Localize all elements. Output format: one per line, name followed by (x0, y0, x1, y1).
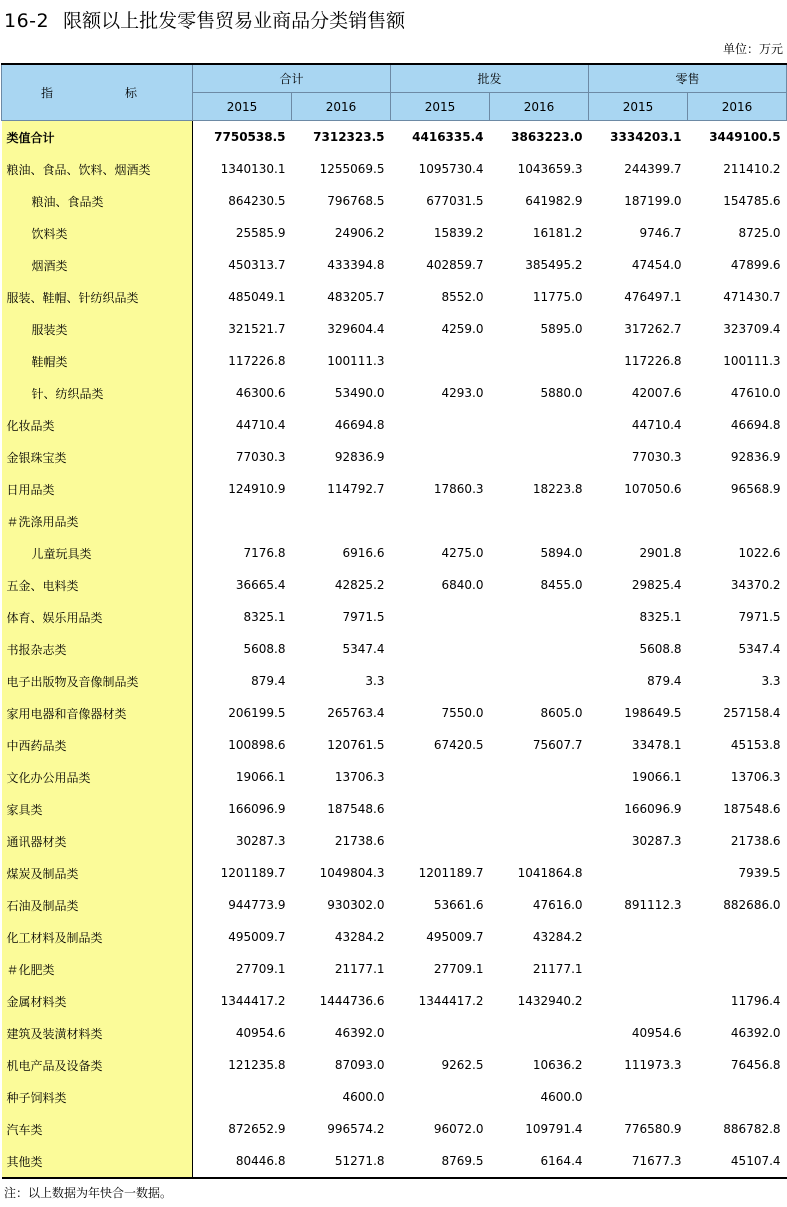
value-cell: 18223.8 (532, 482, 583, 496)
value-cell (391, 761, 490, 793)
value-cell: 5608.8 (639, 642, 682, 656)
row-label: 种子饲料类 (2, 1081, 193, 1113)
table-row (2, 409, 787, 441)
value-cell: 46392.0 (334, 1026, 385, 1040)
row-label: 化妆品类 (2, 409, 193, 441)
row-label: 儿童玩具类 (2, 537, 193, 569)
value-cell: 77030.3 (235, 450, 286, 464)
table-row (2, 1145, 787, 1178)
value-cell: 5880.0 (540, 386, 583, 400)
value-cell: 53490.0 (334, 386, 385, 400)
value-cell: 51271.8 (292, 1145, 391, 1178)
year-header: 2016 (688, 93, 787, 121)
value-cell (589, 1081, 688, 1113)
value-cell: 2901.8 (639, 546, 682, 560)
value-cell: 67420.5 (433, 738, 484, 752)
value-cell: 21177.1 (334, 962, 385, 976)
value-cell: 1432940.2 (517, 994, 583, 1008)
value-cell: 206199.5 (228, 706, 286, 720)
value-cell: 30287.3 (631, 834, 682, 848)
value-cell (490, 633, 589, 665)
value-cell: 329604.4 (327, 322, 385, 336)
row-label: 机电产品及设备类 (2, 1049, 193, 1081)
value-cell (391, 441, 490, 473)
table-row (2, 889, 787, 921)
value-cell: 211410.2 (723, 162, 781, 176)
value-cell (490, 601, 589, 633)
value-cell: 433394.8 (327, 258, 385, 272)
row-label: 金属材料类 (2, 985, 193, 1017)
unit-label: 单位：万元 (722, 42, 783, 56)
row-label: 电子出版物及音像制品类 (2, 665, 193, 697)
row-label: 家用电器和音像器材类 (2, 697, 193, 729)
value-cell (490, 441, 589, 473)
value-cell: 8455.0 (540, 578, 583, 592)
value-cell: 30287.3 (235, 834, 286, 848)
table-row (2, 857, 787, 889)
value-cell (391, 793, 490, 825)
value-cell (391, 665, 490, 697)
value-cell: 6916.6 (342, 546, 385, 560)
value-cell (589, 985, 688, 1017)
table-row (2, 281, 787, 313)
value-cell (391, 825, 490, 857)
value-cell: 8725.0 (738, 226, 781, 240)
value-cell: 5347.4 (342, 642, 385, 656)
row-label: 烟酒类 (2, 249, 193, 281)
value-cell: 46694.8 (334, 418, 385, 432)
value-cell: 47610.0 (730, 386, 781, 400)
value-cell (490, 1017, 589, 1049)
value-cell: 1022.6 (738, 546, 781, 560)
value-cell: 1255069.5 (319, 162, 385, 176)
value-cell: 109791.4 (525, 1122, 583, 1136)
table-row (2, 313, 787, 345)
table-row (2, 921, 787, 953)
value-cell: 92836.9 (334, 450, 385, 464)
table-row (2, 377, 787, 409)
table-row (2, 601, 787, 633)
value-cell (589, 953, 688, 985)
table-body (2, 121, 787, 1179)
value-cell: 15839.2 (433, 226, 484, 240)
row-label: 化工材料及制品类 (2, 921, 193, 953)
value-cell: 3.3 (761, 674, 781, 688)
value-cell: 9262.5 (441, 1058, 484, 1072)
value-cell: 1095730.4 (418, 162, 484, 176)
row-label: 建筑及装潢材料类 (2, 1017, 193, 1049)
footnote: 注：以上数据为年快合一数据。 (4, 1186, 173, 1200)
value-cell: 107050.6 (624, 482, 682, 496)
value-cell: 29825.4 (631, 578, 682, 592)
table-title: 限额以上批发零售贸易业商品分类销售额 (63, 10, 406, 32)
value-cell (391, 633, 490, 665)
value-cell: 45107.4 (688, 1145, 787, 1178)
value-cell: 7971.5 (738, 610, 781, 624)
value-cell: 13706.3 (730, 770, 781, 784)
value-cell: 879.4 (647, 674, 682, 688)
value-cell (688, 505, 787, 537)
value-cell: 121235.8 (228, 1058, 286, 1072)
value-cell: 1340130.1 (220, 162, 286, 176)
value-cell: 6164.4 (490, 1145, 589, 1178)
indicator-header: 指 标 (2, 64, 193, 121)
value-cell: 8552.0 (441, 290, 484, 304)
value-cell: 27709.1 (433, 962, 484, 976)
row-label: 粮油、食品、饮料、烟酒类 (2, 153, 193, 185)
sales-table (1, 63, 787, 1179)
table-row (2, 953, 787, 985)
value-cell: 3.3 (365, 674, 385, 688)
value-cell: 4416335.4 (412, 130, 484, 144)
table-row (2, 1049, 787, 1081)
value-cell: 166096.9 (624, 802, 682, 816)
row-label: ＃洗涤用品类 (2, 505, 193, 537)
row-label: 饮料类 (2, 217, 193, 249)
value-cell: 36665.4 (235, 578, 286, 592)
value-cell: 483205.7 (327, 290, 385, 304)
value-cell: 166096.9 (228, 802, 286, 816)
value-cell: 891112.3 (624, 898, 682, 912)
value-cell: 77030.3 (631, 450, 682, 464)
value-cell: 87093.0 (334, 1058, 385, 1072)
value-cell: 40954.6 (235, 1026, 286, 1040)
table-row (2, 633, 787, 665)
value-cell: 317262.7 (624, 322, 682, 336)
row-label: 服装、鞋帽、针纺织品类 (2, 281, 193, 313)
value-cell: 11775.0 (532, 290, 583, 304)
row-label: 类值合计 (2, 121, 193, 154)
row-label: 鞋帽类 (2, 345, 193, 377)
value-cell (490, 665, 589, 697)
table-row (2, 729, 787, 761)
value-cell: 47616.0 (532, 898, 583, 912)
row-label: 文化办公用品类 (2, 761, 193, 793)
value-cell: 96568.9 (730, 482, 781, 496)
value-cell: 1049804.3 (319, 866, 385, 880)
value-cell: 25585.9 (235, 226, 286, 240)
value-cell: 7971.5 (342, 610, 385, 624)
value-cell: 4259.0 (441, 322, 484, 336)
value-cell: 5895.0 (540, 322, 583, 336)
value-cell: 485049.1 (228, 290, 286, 304)
value-cell: 13706.3 (334, 770, 385, 784)
value-cell: 7176.8 (243, 546, 286, 560)
value-cell (391, 345, 490, 377)
row-label: 日用品类 (2, 473, 193, 505)
value-cell: 1043659.3 (517, 162, 583, 176)
value-cell: 34370.2 (730, 578, 781, 592)
table-row (2, 985, 787, 1017)
row-label: 服装类 (2, 313, 193, 345)
value-cell: 80446.8 (193, 1145, 292, 1178)
value-cell (490, 505, 589, 537)
value-cell: 100898.6 (228, 738, 286, 752)
value-cell: 21738.6 (730, 834, 781, 848)
value-cell: 7312323.5 (313, 130, 385, 144)
value-cell: 71677.3 (589, 1145, 688, 1178)
table-row (2, 153, 787, 185)
value-cell: 27709.1 (235, 962, 286, 976)
page-title (4, 6, 405, 33)
value-cell: 7939.5 (738, 866, 781, 880)
table-row (2, 537, 787, 569)
value-cell: 154785.6 (723, 194, 781, 208)
value-cell: 930302.0 (327, 898, 385, 912)
value-cell: 7750538.5 (214, 130, 286, 144)
value-cell: 120761.5 (327, 738, 385, 752)
value-cell: 5347.4 (738, 642, 781, 656)
value-cell: 45153.8 (730, 738, 781, 752)
value-cell (391, 1081, 490, 1113)
value-cell: 92836.9 (730, 450, 781, 464)
value-cell: 265763.4 (327, 706, 385, 720)
value-cell: 114792.7 (327, 482, 385, 496)
value-cell: 19066.1 (235, 770, 286, 784)
value-cell: 3449100.5 (709, 130, 781, 144)
value-cell: 100111.3 (327, 354, 385, 368)
table-number: 16-2 (4, 10, 50, 32)
row-label: 煤炭及制品类 (2, 857, 193, 889)
table-row (2, 569, 787, 601)
value-cell: 187548.6 (723, 802, 781, 816)
value-cell: 40954.6 (631, 1026, 682, 1040)
value-cell: 46392.0 (730, 1026, 781, 1040)
value-cell (193, 1081, 292, 1113)
table-row (2, 249, 787, 281)
value-cell (292, 505, 391, 537)
value-cell: 323709.4 (723, 322, 781, 336)
value-cell (391, 601, 490, 633)
value-cell: 886782.8 (723, 1122, 781, 1136)
value-cell: 44710.4 (235, 418, 286, 432)
value-cell: 17860.3 (433, 482, 484, 496)
value-cell: 111973.3 (624, 1058, 682, 1072)
row-label: 书报杂志类 (2, 633, 193, 665)
value-cell: 100111.3 (723, 354, 781, 368)
value-cell (589, 505, 688, 537)
table-row (2, 441, 787, 473)
value-cell: 53661.6 (433, 898, 484, 912)
value-cell: 4275.0 (441, 546, 484, 560)
row-label: 通讯器材类 (2, 825, 193, 857)
value-cell: 796768.5 (327, 194, 385, 208)
value-cell: 321521.7 (228, 322, 286, 336)
value-cell: 117226.8 (228, 354, 286, 368)
table-row (2, 345, 787, 377)
table-row (2, 473, 787, 505)
group-header-retail: 零售 (589, 64, 787, 93)
value-cell: 44710.4 (631, 418, 682, 432)
value-cell: 33478.1 (631, 738, 682, 752)
value-cell: 385495.2 (525, 258, 583, 272)
value-cell (490, 345, 589, 377)
table-row (2, 761, 787, 793)
value-cell: 76456.8 (730, 1058, 781, 1072)
value-cell: 879.4 (251, 674, 286, 688)
table-row (2, 121, 787, 154)
row-label: 石油及制品类 (2, 889, 193, 921)
value-cell: 21177.1 (532, 962, 583, 976)
table-row (2, 1081, 787, 1113)
row-label: 粮油、食品类 (2, 185, 193, 217)
row-label: ＃化肥类 (2, 953, 193, 985)
value-cell: 10636.2 (532, 1058, 583, 1072)
year-header: 2016 (490, 93, 589, 121)
value-cell: 7550.0 (441, 706, 484, 720)
value-cell: 1041864.8 (517, 866, 583, 880)
value-cell: 864230.5 (228, 194, 286, 208)
table-row (2, 505, 787, 537)
group-header-wholesale: 批发 (391, 64, 589, 93)
value-cell: 11796.4 (730, 994, 781, 1008)
value-cell: 4293.0 (441, 386, 484, 400)
table-row (2, 697, 787, 729)
value-cell: 47454.0 (631, 258, 682, 272)
value-cell: 16181.2 (532, 226, 583, 240)
value-cell: 257158.4 (723, 706, 781, 720)
value-cell: 1201189.7 (418, 866, 484, 880)
value-cell: 21738.6 (334, 834, 385, 848)
value-cell: 187199.0 (624, 194, 682, 208)
table-row (2, 1113, 787, 1145)
value-cell: 8769.5 (391, 1145, 490, 1178)
value-cell: 1344417.2 (418, 994, 484, 1008)
row-label: 汽车类 (2, 1113, 193, 1145)
value-cell: 46694.8 (730, 418, 781, 432)
value-cell: 3334203.1 (610, 130, 682, 144)
value-cell: 43284.2 (532, 930, 583, 944)
value-cell: 244399.7 (624, 162, 682, 176)
value-cell (589, 921, 688, 953)
value-cell: 476497.1 (624, 290, 682, 304)
value-cell: 5894.0 (540, 546, 583, 560)
value-cell: 43284.2 (334, 930, 385, 944)
value-cell: 117226.8 (624, 354, 682, 368)
value-cell (688, 921, 787, 953)
row-label: 中西药品类 (2, 729, 193, 761)
value-cell (391, 1017, 490, 1049)
value-cell: 124910.9 (228, 482, 286, 496)
value-cell: 8325.1 (243, 610, 286, 624)
value-cell: 996574.2 (327, 1122, 385, 1136)
value-cell: 1344417.2 (220, 994, 286, 1008)
group-header-total: 合计 (193, 64, 391, 93)
value-cell (490, 793, 589, 825)
value-cell (490, 825, 589, 857)
value-cell (391, 409, 490, 441)
value-cell: 677031.5 (426, 194, 484, 208)
value-cell (391, 505, 490, 537)
row-label: 五金、电料类 (2, 569, 193, 601)
value-cell (688, 953, 787, 985)
value-cell: 402859.7 (426, 258, 484, 272)
value-cell: 495009.7 (426, 930, 484, 944)
value-cell: 450313.7 (228, 258, 286, 272)
value-cell: 75607.7 (532, 738, 583, 752)
table-row (2, 825, 787, 857)
table-row (2, 793, 787, 825)
value-cell: 47899.6 (730, 258, 781, 272)
value-cell: 42825.2 (334, 578, 385, 592)
value-cell: 24906.2 (334, 226, 385, 240)
value-cell: 1201189.7 (220, 866, 286, 880)
value-cell (490, 761, 589, 793)
value-cell: 471430.7 (723, 290, 781, 304)
row-label: 针、纺织品类 (2, 377, 193, 409)
value-cell: 19066.1 (631, 770, 682, 784)
table-row (2, 665, 787, 697)
table-row (2, 1017, 787, 1049)
value-cell: 8605.0 (540, 706, 583, 720)
value-cell: 42007.6 (631, 386, 682, 400)
table-row (2, 185, 787, 217)
value-cell: 96072.0 (433, 1122, 484, 1136)
value-cell: 776580.9 (624, 1122, 682, 1136)
row-label: 金银珠宝类 (2, 441, 193, 473)
value-cell: 46300.6 (235, 386, 286, 400)
value-cell: 944773.9 (228, 898, 286, 912)
row-label: 其他类 (2, 1145, 193, 1178)
value-cell (688, 1081, 787, 1113)
row-label: 体育、娱乐用品类 (2, 601, 193, 633)
value-cell: 8325.1 (639, 610, 682, 624)
value-cell: 9746.7 (639, 226, 682, 240)
value-cell: 5608.8 (243, 642, 286, 656)
table-row (2, 217, 787, 249)
value-cell: 4600.0 (342, 1090, 385, 1104)
value-cell: 882686.0 (723, 898, 781, 912)
value-cell: 4600.0 (540, 1090, 583, 1104)
year-header: 2015 (391, 93, 490, 121)
value-cell: 1444736.6 (319, 994, 385, 1008)
row-label: 家具类 (2, 793, 193, 825)
year-header: 2015 (193, 93, 292, 121)
table-header (2, 64, 787, 121)
value-cell: 6840.0 (441, 578, 484, 592)
year-header: 2015 (589, 93, 688, 121)
year-header: 2016 (292, 93, 391, 121)
value-cell: 187548.6 (327, 802, 385, 816)
value-cell: 872652.9 (228, 1122, 286, 1136)
value-cell (193, 505, 292, 537)
value-cell: 198649.5 (624, 706, 682, 720)
value-cell: 3863223.0 (511, 130, 583, 144)
value-cell (490, 409, 589, 441)
value-cell (589, 857, 688, 889)
value-cell: 495009.7 (228, 930, 286, 944)
value-cell: 641982.9 (525, 194, 583, 208)
